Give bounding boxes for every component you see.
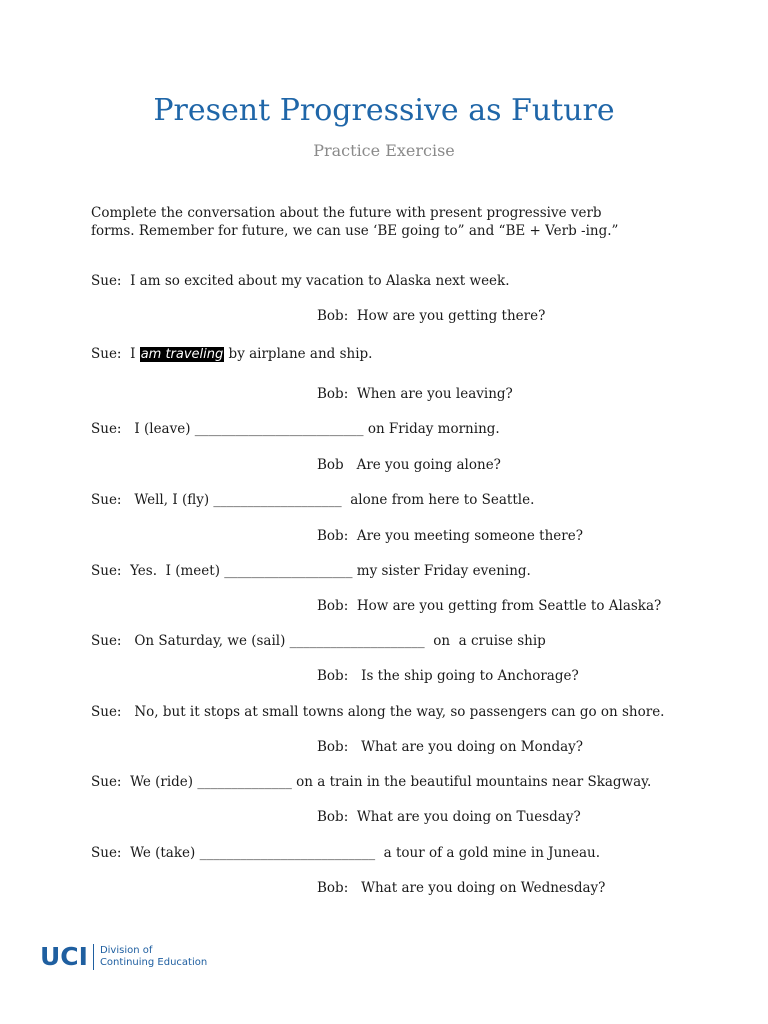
example-suffix: by airplane and ship.	[224, 346, 373, 362]
instructions-line-1: Complete the conversation about the future with present progressive verb	[91, 205, 602, 221]
dialogue-line: Sue: We (ride) ______________ on a train in the beautiful mountains near Skagway.	[91, 774, 652, 790]
uci-logo-mark: UCI	[40, 942, 88, 971]
dialogue-line: Bob: When are you leaving?	[317, 386, 513, 402]
dialogue-line: Sue: Yes. I (meet) ___________________ my sister Friday evening.	[91, 563, 531, 579]
example-prefix: Sue: I	[91, 346, 140, 362]
dialogue-line: Sue: No, but it stops at small towns along the way, so passengers can go on shore.	[91, 704, 665, 720]
division-line-2: Continuing Education	[99, 957, 208, 968]
division-name	[100, 945, 207, 969]
dialogue-line: Bob Are you going alone?	[317, 457, 501, 473]
instructions-line-2: forms. Remember for future, we can use ‘BE going to” and “BE + Verb -ing.”	[91, 223, 619, 239]
dialogue-line: Sue: We (take) __________________________ a tour of a gold mine in Juneau.	[91, 845, 600, 861]
dialogue-line-example	[91, 344, 372, 365]
instructions	[91, 204, 651, 240]
dialogue-line: Bob: How are you getting from Seattle to Alaska?	[317, 598, 662, 614]
dialogue-line: Sue: I (leave) _________________________ on Friday morning.	[91, 421, 500, 437]
dialogue-line: Bob: Are you meeting someone there?	[317, 528, 583, 544]
division-line-1: Division of	[99, 945, 153, 956]
dialogue-line: Sue: Well, I (fly) ___________________ alone from here to Seattle.	[91, 492, 535, 508]
dialogue-line: Bob: Is the ship going to Anchorage?	[317, 668, 579, 684]
example-answer: am traveling	[140, 347, 224, 362]
dialogue-line: Bob: What are you doing on Monday?	[317, 739, 583, 755]
logo-divider	[93, 944, 94, 970]
dialogue-line: Bob: How are you getting there?	[317, 308, 546, 324]
page-title: Present Progressive as Future	[153, 93, 615, 128]
dialogue-line: Sue: I am so excited about my vacation to Alaska next week.	[91, 273, 510, 289]
page-subtitle: Practice Exercise	[313, 141, 455, 160]
dialogue-line: Sue: On Saturday, we (sail) ____________________ on a cruise ship	[91, 633, 546, 649]
dialogue-line: Bob: What are you doing on Wednesday?	[317, 880, 606, 896]
uci-logo	[40, 940, 207, 974]
dialogue-line: Bob: What are you doing on Tuesday?	[317, 809, 581, 825]
